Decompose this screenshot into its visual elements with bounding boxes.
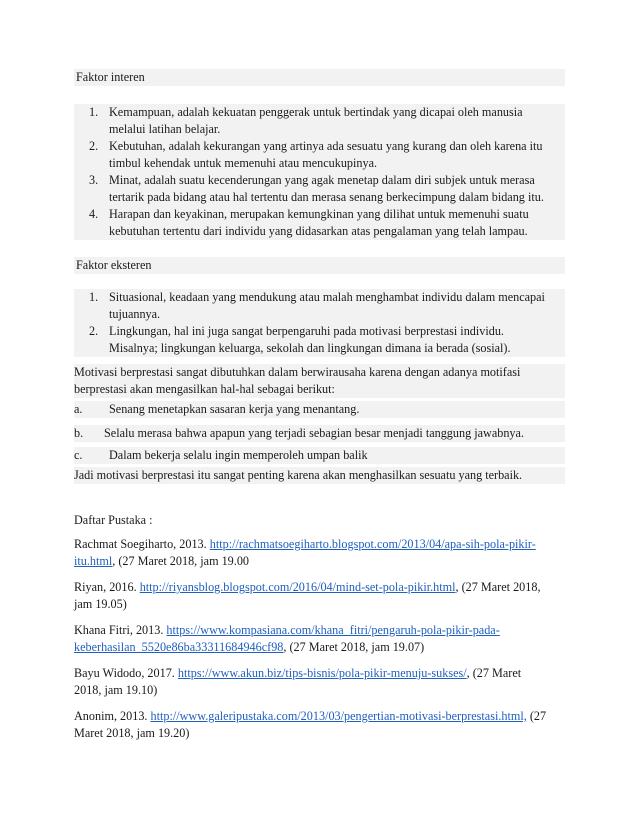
- section-heading-interen-bg: [74, 69, 565, 86]
- references-heading: Daftar Pustaka :: [74, 513, 153, 527]
- list-item: 3. Minat, adalah suatu kecenderungan yang agak menetap dalam diri subjek untuk merasa tertarik pada bidang atau hal tertentu dan merasa senang berkecimpung dalam bidang itu.: [89, 173, 544, 204]
- list-item: 2. Kebutuhan, adalah kekurangan yang artinya ada sesuatu yang kurang dan oleh karena itu timbul kehendak untuk memenuhi atau mencukupinya.: [89, 139, 543, 170]
- reference-entry: Rachmat Soegiharto, 2013. http://rachmatsoegiharto.blogspot.com/2013/04/apa-sih-pola-pikir- itu.html, (27 Maret 2018, jam 19.00: [74, 537, 536, 568]
- section-heading-eksteren: Faktor eksteren: [76, 258, 152, 272]
- motivation-point-a: a. Senang menetapkan sasaran kerja yang menantang.: [74, 401, 565, 418]
- reference-link[interactable]: http://www.galeripustaka.com/2013/03/pengertian-motivasi-berprestasi.html,: [150, 709, 527, 723]
- reference-link[interactable]: http://rachmatsoegiharto.blogspot.com/2013/04/apa-sih-pola-pikir-: [209, 537, 536, 551]
- list-item: 2. Lingkungan, hal ini juga sangat berpengaruhi pada motivasi berprestasi individu. Misalnya; lingkungan keluarga, sekolah dan lingkungan dimana ia berada (sosial).: [89, 324, 511, 355]
- motivation-conclusion: Jadi motivasi berprestasi itu sangat penting karena akan menghasilkan sesuatu yang terbaik.: [74, 467, 565, 484]
- reference-link[interactable]: https://www.kompasiana.com/khana_fitri/pengaruh-pola-pikir-pada-: [166, 623, 500, 637]
- reference-entry: Anonim, 2013. http://www.galeripustaka.com/2013/03/pengertian-motivasi-berprestasi.html, (27 Maret 2018, jam 19.20): [74, 709, 547, 740]
- interen-list: [74, 104, 565, 240]
- list-item: 1. Situasional, keadaan yang mendukung atau malah menghambat individu dalam mencapai tujuannya.: [89, 290, 545, 321]
- reference-entry: Riyan, 2016. http://riyansblog.blogspot.com/2016/04/mind-set-pola-pikir.html, (27 Maret 2018, jam 19.05): [74, 580, 541, 611]
- list-item: 1. Kemampuan, adalah kekuatan penggerak untuk bertindak yang dicapai oleh manusia melalui latihan belajar.: [89, 105, 523, 136]
- motivation-point-c: c. Dalam bekerja selalu ingin memperoleh umpan balik: [74, 447, 565, 464]
- motivation-intro: Motivasi berprestasi sangat dibutuhkan dalam berwirausaha karena dengan adanya motifasi berprestasi akan mengasilkan hal-hal sebagai berikut:: [74, 364, 565, 398]
- section-heading-interen: Faktor interen: [76, 70, 145, 84]
- reference-link[interactable]: http://riyansblog.blogspot.com/2016/04/mind-set-pola-pikir.html: [139, 580, 456, 594]
- list-item: 4. Harapan dan keyakinan, merupakan kemungkinan yang dilihat untuk memenuhi suatu kebutuhan tertentu dari individu yang didasarkan atas pengalaman yang telah lampau.: [89, 207, 529, 238]
- motivation-point-b: b. Selalu merasa bahwa apapun yang terjadi sebagian besar menjadi tanggung jawabnya.: [74, 425, 565, 442]
- reference-link[interactable]: https://www.akun.biz/tips-bisnis/pola-pikir-menuju-sukses/: [177, 666, 467, 680]
- eksteren-list: [74, 289, 565, 357]
- reference-entry: Khana Fitri, 2013. https://www.kompasiana.com/khana_fitri/pengaruh-pola-pikir-pada- keberhasilan_5520e86ba33311684946cf98, (27 Maret 2018, jam 19.07): [74, 623, 500, 654]
- section-heading-eksteren-bg: [74, 257, 565, 274]
- reference-link-cont[interactable]: keberhasilan_5520e86ba33311684946cf98: [74, 640, 284, 654]
- reference-entry: Bayu Widodo, 2017. https://www.akun.biz/tips-bisnis/pola-pikir-menuju-sukses/, (27 Maret 2018, jam 19.10): [74, 666, 522, 697]
- reference-link-cont[interactable]: itu.html: [74, 554, 113, 568]
